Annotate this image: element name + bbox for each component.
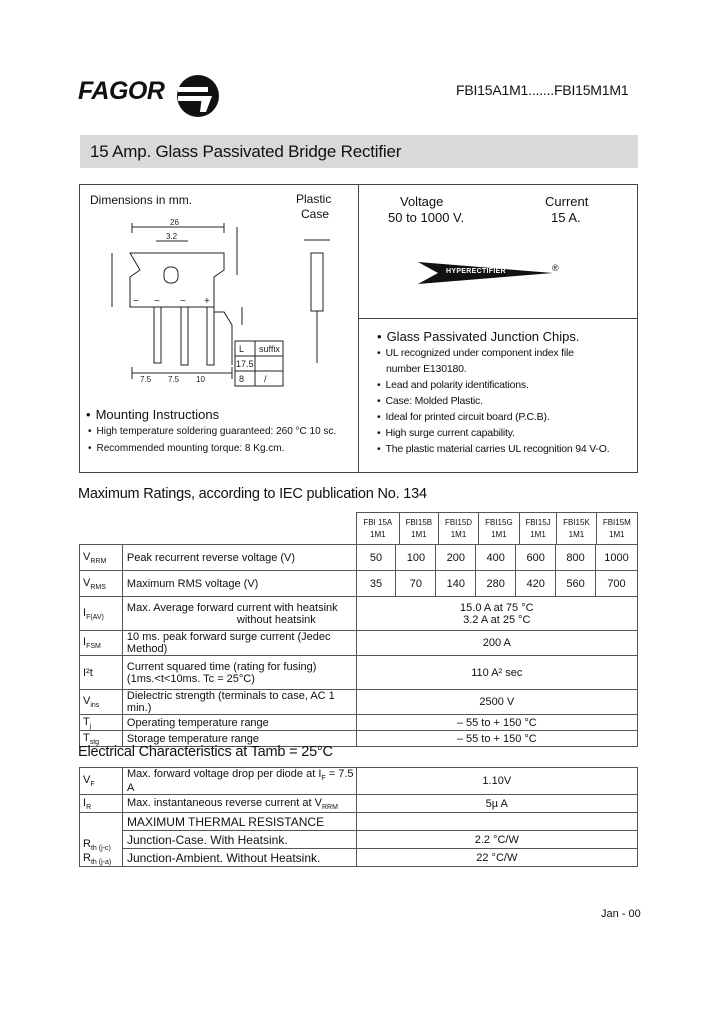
symbol-cell: $V_{RMS}$: [80, 571, 123, 597]
registered-mark: ®: [552, 263, 559, 273]
mounting-item-2: • Recommended mounting torque: 8 Kg.cm.: [88, 443, 284, 454]
table-row: [80, 631, 638, 656]
thermal-title: MAXIMUM THERMAL RESISTANCE: [122, 813, 356, 831]
value-cell: 2500 V: [356, 690, 637, 715]
value-cell: 22 °C/W: [356, 849, 637, 867]
part-number-range: FBI15A1M1.......FBI15M1M1: [456, 82, 629, 98]
symbol-cell: $I_R$: [80, 795, 123, 813]
max-ratings-table: [79, 544, 638, 747]
suffix-row2-L: 8: [239, 374, 245, 384]
symbol-cell: I²t: [80, 656, 123, 690]
value-cell: 5µ A: [356, 795, 637, 813]
part-header-2: FBI15D 1M1: [439, 513, 479, 545]
mounting-item-1: • High temperature soldering guaranteed: 260 °C 10 sc.: [88, 426, 336, 437]
value-cell: 700: [596, 571, 638, 597]
value-cell: 110 A² sec: [356, 656, 637, 690]
value-cell: 140: [436, 571, 476, 597]
value-cell: 420: [516, 571, 556, 597]
value-cell: 200: [436, 545, 476, 571]
description-cell: Junction-Ambient. Without Heatsink.: [122, 849, 356, 867]
voltage-label: Voltage: [400, 194, 444, 209]
symbol-cell: $V_F$: [80, 768, 123, 795]
value-cell: – 55 to + 150 °C: [356, 715, 637, 731]
value-cell: 50: [356, 545, 396, 571]
dim-26: 26: [170, 218, 179, 227]
electrical-table: [79, 767, 638, 867]
description-cell: Max. Average forward current with heatsink without heatsink: [122, 597, 356, 631]
part-header-table: [356, 512, 638, 545]
suffix-row2-s: /: [264, 374, 267, 384]
table-row: [80, 715, 638, 731]
symbol-cell: $V_{RRM}$: [80, 545, 123, 571]
symbol-cell: $I_{F(AV)}$: [80, 597, 123, 631]
part-header-0: FBI 15A 1M1: [357, 513, 400, 545]
svg-text:~: ~: [180, 296, 186, 307]
table-row: [80, 690, 638, 715]
description-cell: Max. forward voltage drop per diode at $I_F = 7.5$ A: [122, 768, 356, 795]
current-value: 15 A.: [551, 210, 581, 225]
feature-2: • Lead and polarity identifications.: [377, 379, 529, 391]
part-header-3: FBI15G 1M1: [479, 513, 520, 545]
suffix-L: L: [239, 344, 245, 354]
dim-75a: 7.5: [140, 375, 152, 384]
value-cell: 800: [556, 545, 596, 571]
description-cell: Storage temperature range: [122, 731, 356, 747]
symbol-cell: $V_{ins}$: [80, 690, 123, 715]
value-cell: 560: [556, 571, 596, 597]
suffix-head: suffix: [259, 344, 280, 354]
value-cell: 1.10V: [356, 768, 637, 795]
page-title: 15 Amp. Glass Passivated Bridge Rectifier: [90, 142, 402, 161]
feature-1: • UL recognized under component index file: [377, 347, 574, 359]
package-drawing: [92, 215, 362, 390]
value-cell: 280: [476, 571, 516, 597]
part-header-1: FBI15B 1M1: [399, 513, 438, 545]
mounting-title: • Mounting Instructions: [86, 407, 219, 422]
max-ratings-heading: Maximum Ratings, according to IEC publication No. 134: [78, 486, 427, 502]
dim-75b: 7.5: [168, 375, 180, 384]
symbol-cell: $T_{stg}$: [80, 731, 123, 747]
value-cell: 1000: [596, 545, 638, 571]
description-cell: Current squared time (rating for fusing) (1ms.<t<10ms. Tc = 25°C): [122, 656, 356, 690]
features-title: • Glass Passivated Junction Chips.: [377, 329, 580, 344]
value-cell: – 55 to + 150 °C: [356, 731, 637, 747]
case-label-2: Case: [301, 207, 330, 221]
current-label: Current: [545, 194, 589, 209]
feature-4: • Ideal for printed circuit board (P.C.B).: [377, 411, 549, 423]
svg-text:−: −: [133, 296, 139, 307]
spec-box-divider-h: [358, 318, 638, 319]
electrical-heading: Electrical Characteristics at Tamb = 25°C: [78, 744, 333, 760]
description-cell: Peak recurrent reverse voltage (V): [122, 545, 356, 571]
table-row: [80, 656, 638, 690]
value-cell: 70: [396, 571, 436, 597]
feature-6: • The plastic material carries UL recognition 94 V-O.: [377, 443, 610, 455]
value-cell: 2.2 °C/W: [356, 831, 637, 849]
svg-text:~: ~: [154, 296, 160, 307]
part-header-5: FBI15K 1M1: [557, 513, 596, 545]
dimensions-label: Dimensions in mm.: [90, 193, 193, 207]
description-cell: Dielectric strength (terminals to case, AC 1 min.): [122, 690, 356, 715]
symbol-cell: $I_{FSM}$: [80, 631, 123, 656]
table-row: [80, 545, 638, 571]
symbol-cell: $T_j$: [80, 715, 123, 731]
value-cell: 35: [356, 571, 396, 597]
description-cell: Operating temperature range: [122, 715, 356, 731]
fagor-logo-icon: [176, 74, 220, 118]
voltage-value: 50 to 1000 V.: [388, 210, 465, 225]
part-header-4: FBI15J 1M1: [519, 513, 557, 545]
suffix-row1-L: 17.5: [236, 359, 254, 369]
feature-3: • Case: Molded Plastic.: [377, 395, 483, 407]
feature-5: • High surge current capability.: [377, 427, 515, 439]
dim-10: 10: [196, 375, 205, 384]
description-cell: Junction-Case. With Heatsink.: [122, 831, 356, 849]
description-cell: Max. instantaneous reverse current at $V_{RRM}$: [122, 795, 356, 813]
value-cell: 100: [396, 545, 436, 571]
value-cell: 600: [516, 545, 556, 571]
case-label-1: Plastic: [296, 192, 332, 206]
brand-logo-text: FAGOR: [78, 77, 165, 105]
value-cell: 400: [476, 545, 516, 571]
table-row: [80, 571, 638, 597]
table-row: [80, 795, 638, 813]
thermal-symbol-cell: $R_{th (j-c)}$ $R_{th (j-a)}$: [80, 813, 123, 867]
dim-32: 3.2: [166, 232, 178, 241]
description-cell: Maximum RMS voltage (V): [122, 571, 356, 597]
value-cell: 200 A: [356, 631, 637, 656]
footer-date: Jan - 00: [601, 908, 641, 920]
hyperectifier-text: HYPERECTIFIER: [446, 268, 506, 275]
svg-text:+: +: [204, 296, 210, 307]
table-row: [80, 768, 638, 795]
part-header-6: FBI15M 1M1: [596, 513, 637, 545]
description-cell: 10 ms. peak forward surge current (Jedec Method): [122, 631, 356, 656]
table-row: [80, 597, 638, 631]
feature-1b: number E130180.: [386, 363, 467, 375]
value-cell: 15.0 A at 75 °C 3.2 A at 25 °C: [356, 597, 637, 631]
